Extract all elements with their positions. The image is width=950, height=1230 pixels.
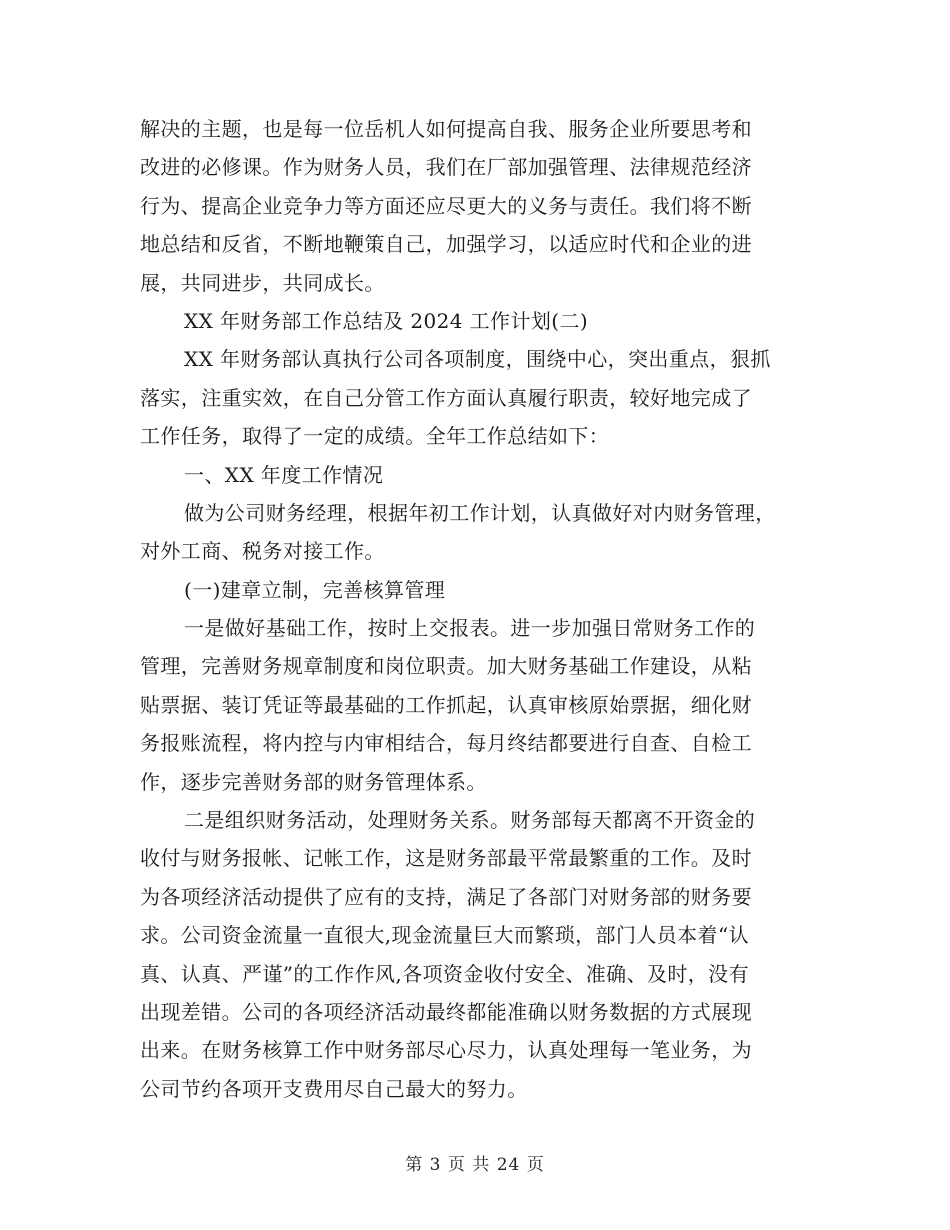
text-line: 公司节约各项开支费用尽自己最大的努力。 [140,1076,528,1101]
text-line: 真、认真、严谨”的工作作风,各项资金收付安全、准确、及时，没有 [140,961,749,986]
text-line: 展，共同进步，共同成长。 [140,270,385,295]
text-line: 落实，注重实效，在自己分管工作方面认真履行职责，较好地完成了 [140,385,752,410]
text-line: 解决的主题，也是每一位岳机人如何提高自我、服务企业所要思考和 [140,117,752,141]
page-footer: 第 3 页 共 24 页 [405,1155,545,1175]
text-line: (一)建章立制，完善核算管理 [184,577,446,602]
text-line: 行为、提高企业竞争力等方面还应尽更大的义务与责任。我们将不断 [140,193,752,218]
text-line: 出来。在财务核算工作中财务部尽心尽力，认真处理每一笔业务，为 [140,1038,752,1063]
text-line: 二是组织财务活动，处理财务关系。财务部每天都离不开资金的 [184,808,756,833]
text-line: XX 年财务部工作总结及 2024 工作计划(二) [184,308,589,333]
text-line: 管理，完善财务规章制度和岗位职责。加大财务基础工作建设，从粘 [140,654,752,679]
text-line: 收付与财务报帐、记帐工作，这是财务部最平常最繁重的工作。及时 [140,846,752,871]
text-line: 对外工商、税务对接工作。 [140,539,385,564]
text-line: 地总结和反省，不断地鞭策自己，加强学习，以适应时代和企业的进 [140,232,752,257]
text-line: 改进的必修课。作为财务人员，我们在厂部加强管理、法律规范经济 [140,155,752,180]
text-line: 务报账流程，将内控与内审相结合，每月终结都要进行自查、自检工 [140,731,752,756]
text-line: 工作任务，取得了一定的成绩。全年工作总结如下： [140,424,610,449]
text-line: 一、XX 年度工作情况 [184,462,384,487]
text-line: 作，逐步完善财务部的财务管理体系。 [140,769,487,794]
text-line: XX 年财务部认真执行公司各项制度，围绕中心，突出重点，狠抓 [184,347,771,372]
text-line: 贴票据、装订凭证等最基础的工作抓起，认真审核原始票据，细化财 [140,692,752,717]
text-line: 做为公司财务经理，根据年初工作计划，认真做好对内财务管理， [184,500,776,525]
text-line: 求。公司资金流量一直很大,现金流量巨大而繁琐，部门人员本着“认 [140,923,749,948]
text-line: 一是做好基础工作，按时上交报表。进一步加强日常财务工作的 [184,616,756,641]
text-line: 出现差错。公司的各项经济活动最终都能准确以财务数据的方式展现 [140,999,752,1024]
text-line: 为各项经济活动提供了应有的支持，满足了各部门对财务部的财务要 [140,884,752,909]
document-body [140,110,812,1108]
